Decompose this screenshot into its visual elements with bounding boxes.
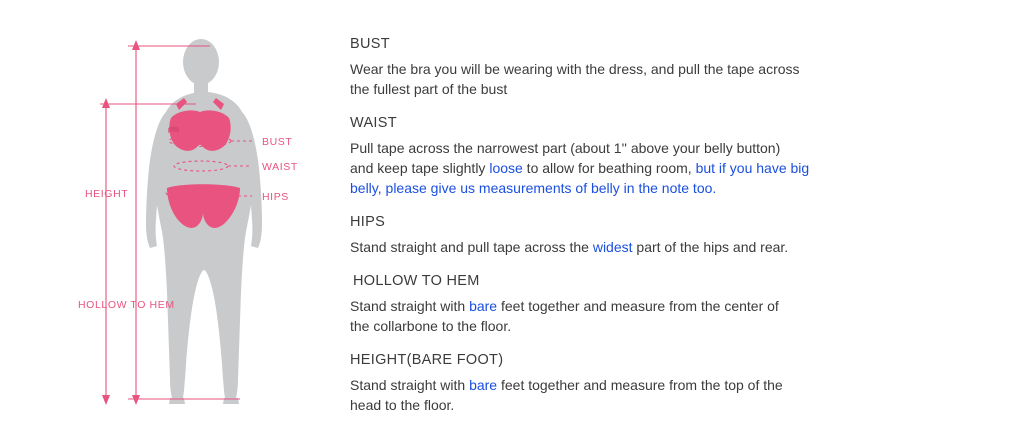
body-text: Stand straight with: [350, 377, 470, 393]
highlighted-text: bare: [469, 298, 498, 314]
instruction-title: HIPS: [350, 214, 386, 230]
body-text: Stand straight and pull tape across the: [350, 239, 593, 255]
instruction-block: [350, 115, 970, 198]
instruction-title: HOLLOW TO HEM: [353, 273, 480, 289]
highlighted-text: belly, please give us measurements of belly in the note too.: [350, 180, 717, 196]
instruction-block: [350, 36, 970, 99]
body-text: Stand straight with: [350, 298, 470, 314]
body-text: feet together and measure from the center of: [497, 298, 779, 314]
body-silhouette: [146, 39, 262, 404]
highlighted-text: bare: [469, 377, 498, 393]
waist-label: WAIST: [262, 161, 298, 173]
highlighted-text: loose: [489, 160, 523, 176]
instruction-block: [350, 214, 970, 257]
instruction-body: [350, 59, 970, 99]
body-text: the collarbone to the floor.: [350, 318, 512, 334]
instruction-block: [350, 352, 970, 415]
body-text: and keep tape slightly: [350, 160, 490, 176]
highlighted-text: widest: [592, 239, 633, 255]
instruction-body: [350, 237, 970, 257]
body-text: Wear the bra you will be wearing with the dress, and pull the tape across: [350, 61, 800, 77]
hips-label: HIPS: [262, 191, 289, 203]
instruction-title: WAIST: [350, 115, 397, 131]
instruction-body: [350, 375, 970, 415]
instruction-body: [350, 138, 970, 198]
highlighted-text: but if you have big: [695, 160, 810, 176]
bust-label: BUST: [262, 136, 293, 148]
body-text: head to the floor.: [350, 397, 455, 413]
instruction-block: [350, 273, 970, 336]
body-text: to allow for beathing room,: [522, 160, 696, 176]
hollow-to-hem-label: HOLLOW TO HEM: [78, 299, 175, 311]
instruction-title: BUST: [350, 36, 390, 52]
instruction-body: [350, 296, 970, 336]
body-text: part of the hips and rear.: [632, 239, 789, 255]
body-text: Pull tape across the narrowest part (about 1'' above your belly button): [350, 140, 781, 156]
instruction-title: HEIGHT(BARE FOOT): [350, 352, 504, 368]
measurement-diagram: [0, 0, 330, 426]
height-label: HEIGHT: [85, 188, 129, 200]
body-text: the fullest part of the bust: [350, 81, 508, 97]
instructions-list: [350, 36, 970, 426]
body-text: feet together and measure from the top of the: [497, 377, 783, 393]
